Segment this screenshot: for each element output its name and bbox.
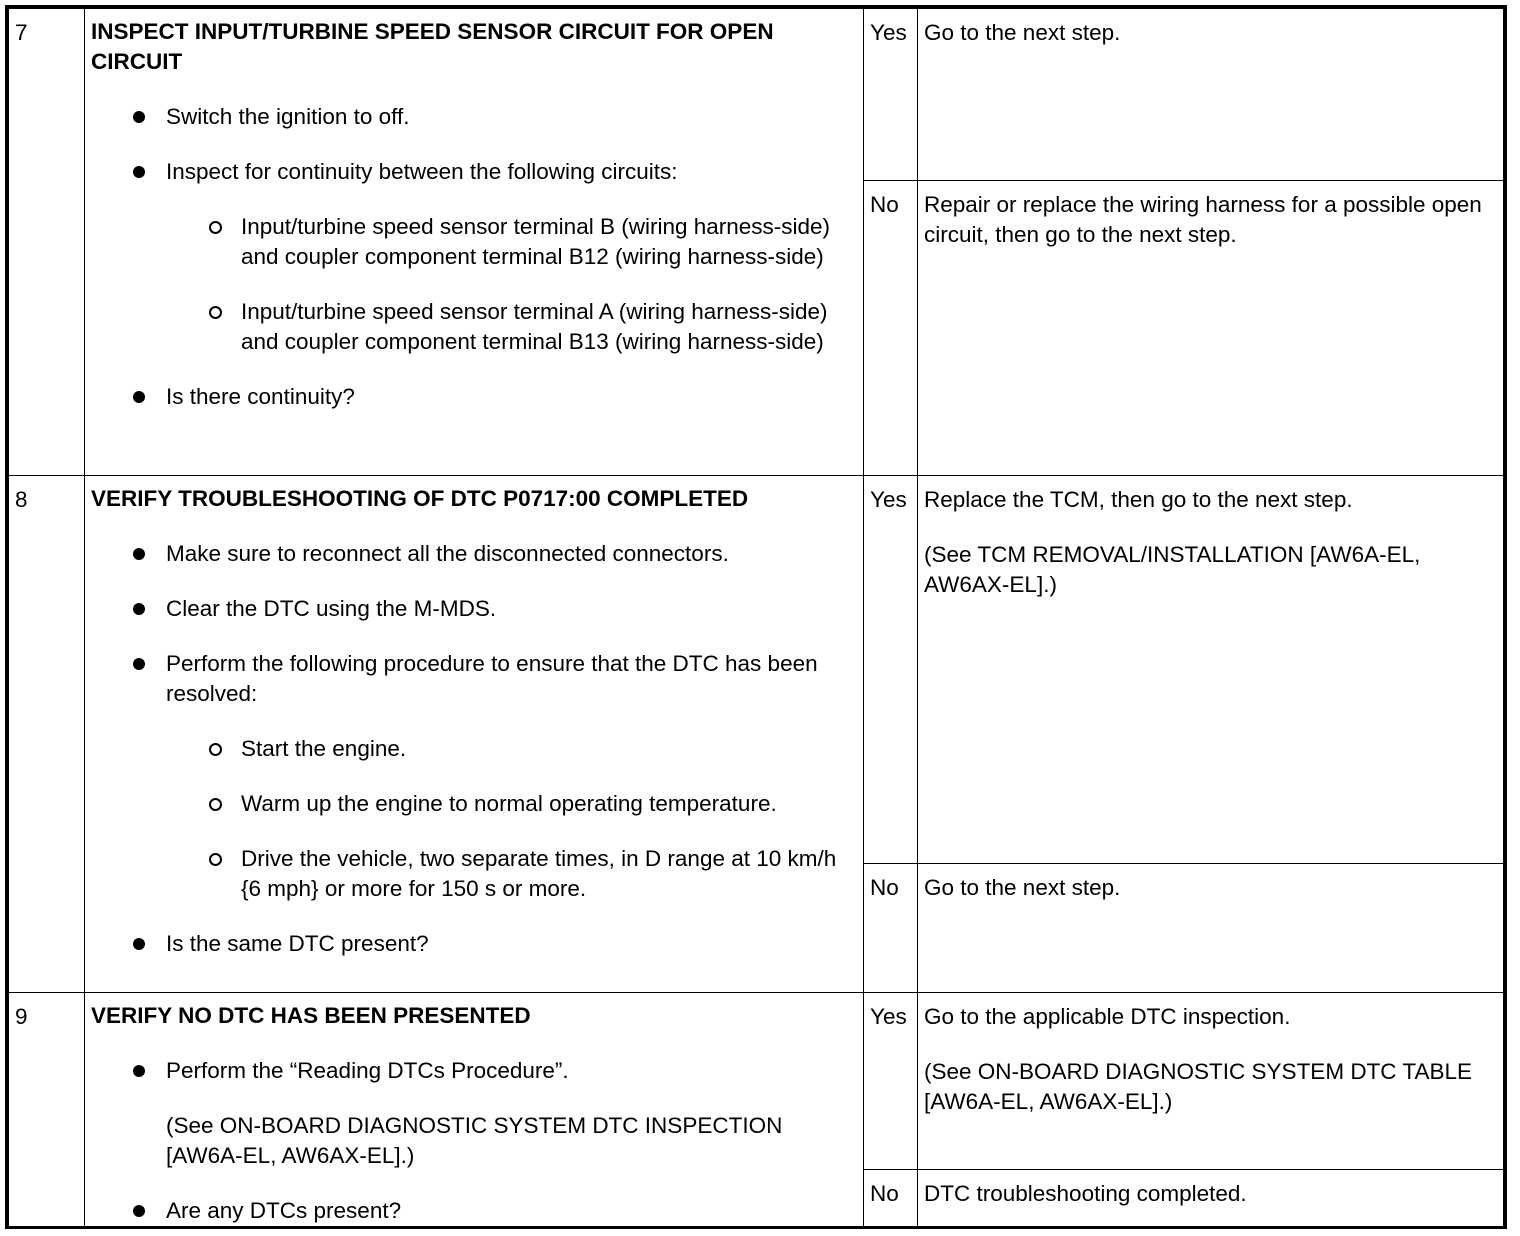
step-action-cell [85, 9, 864, 476]
yes-result [918, 993, 1504, 1170]
bullet-text: Are any DTCs present? [166, 1198, 402, 1223]
bullet-text: Perform the “Reading DTCs Procedure”. [166, 1058, 569, 1083]
bullet-list [91, 539, 853, 959]
result-text: Go to the next step. [924, 20, 1121, 45]
no-label: No [864, 864, 918, 993]
bullet-text: Perform the following procedure to ensure that the DTC has been resolved: [166, 651, 818, 706]
bullet-text: Switch the ignition to off. [166, 104, 410, 129]
bullet-text: Make sure to reconnect all the disconnected connectors. [166, 541, 729, 566]
step-heading: VERIFY TROUBLESHOOTING OF DTC P0717:00 COMPLETED [91, 486, 749, 511]
result-reference: (See TCM REMOVAL/INSTALLATION [AW6A-EL, AW6AX-EL].) [924, 542, 1421, 597]
no-result [918, 181, 1504, 476]
bullet-list [91, 1056, 853, 1226]
sub-bullet-list [166, 734, 853, 904]
result-text: Replace the TCM, then go to the next step. [924, 487, 1353, 512]
bullet-item [166, 594, 853, 624]
step-8-yes-row [9, 476, 1504, 864]
step-number: 8 [9, 476, 85, 993]
yes-label: Yes [864, 993, 918, 1170]
result-text: Go to the next step. [924, 875, 1121, 900]
reference-note: (See ON-BOARD DIAGNOSTIC SYSTEM DTC INSPECTION [AW6A-EL, AW6AX-EL].) [166, 1113, 783, 1168]
bullet-text: Is the same DTC present? [166, 931, 429, 956]
no-label: No [864, 1170, 918, 1228]
bullet-item [166, 929, 853, 959]
step-heading: INSPECT INPUT/TURBINE SPEED SENSOR CIRCUIT FOR OPEN CIRCUIT [91, 19, 774, 74]
sub-bullet-item: Start the engine. [241, 734, 853, 764]
sub-bullet-list [166, 212, 853, 357]
bullet-item [166, 102, 853, 132]
diagnostic-procedure-table [8, 8, 1504, 1228]
step-number: 9 [9, 993, 85, 1228]
bullet-text: Inspect for continuity between the following circuits: [166, 159, 678, 184]
step-9-yes-row [9, 993, 1504, 1170]
bullet-item [166, 539, 853, 569]
step-heading: VERIFY NO DTC HAS BEEN PRESENTED [91, 1003, 531, 1028]
bullet-item [166, 649, 853, 904]
bullet-item [166, 157, 853, 357]
sub-bullet-item: Drive the vehicle, two separate times, in D range at 10 km/h {6 mph} or more for 150 s or more. [241, 844, 853, 904]
bullet-item [166, 1196, 853, 1226]
result-text: DTC troubleshooting completed. [924, 1181, 1247, 1206]
sub-bullet-item: Warm up the engine to normal operating temperature. [241, 789, 853, 819]
step-action-cell [85, 476, 864, 993]
step-number: 7 [9, 9, 85, 476]
no-result [918, 1170, 1504, 1228]
yes-result [918, 476, 1504, 864]
bullet-item [166, 1056, 853, 1171]
step-action-cell [85, 993, 864, 1228]
bullet-item [166, 382, 853, 412]
yes-result [918, 9, 1504, 181]
sub-bullet-item: Input/turbine speed sensor terminal B (wiring harness-side) and coupler component terminal B12 (wiring harness-side) [241, 212, 853, 272]
result-reference: (See ON-BOARD DIAGNOSTIC SYSTEM DTC TABLE [AW6A-EL, AW6AX-EL].) [924, 1059, 1473, 1114]
yes-label: Yes [864, 476, 918, 864]
no-label: No [864, 181, 918, 476]
result-text: Repair or replace the wiring harness for a possible open circuit, then go to the next step. [924, 192, 1482, 247]
yes-label: Yes [864, 9, 918, 181]
diagnostic-table-sheet [5, 5, 1507, 1229]
step-7-yes-row [9, 9, 1504, 181]
sub-bullet-item: Input/turbine speed sensor terminal A (wiring harness-side) and coupler component terminal B13 (wiring harness-side) [241, 297, 853, 357]
no-result [918, 864, 1504, 993]
bullet-text: Clear the DTC using the M-MDS. [166, 596, 497, 621]
bullet-text: Is there continuity? [166, 384, 355, 409]
result-text: Go to the applicable DTC inspection. [924, 1004, 1291, 1029]
bullet-list [91, 102, 853, 412]
